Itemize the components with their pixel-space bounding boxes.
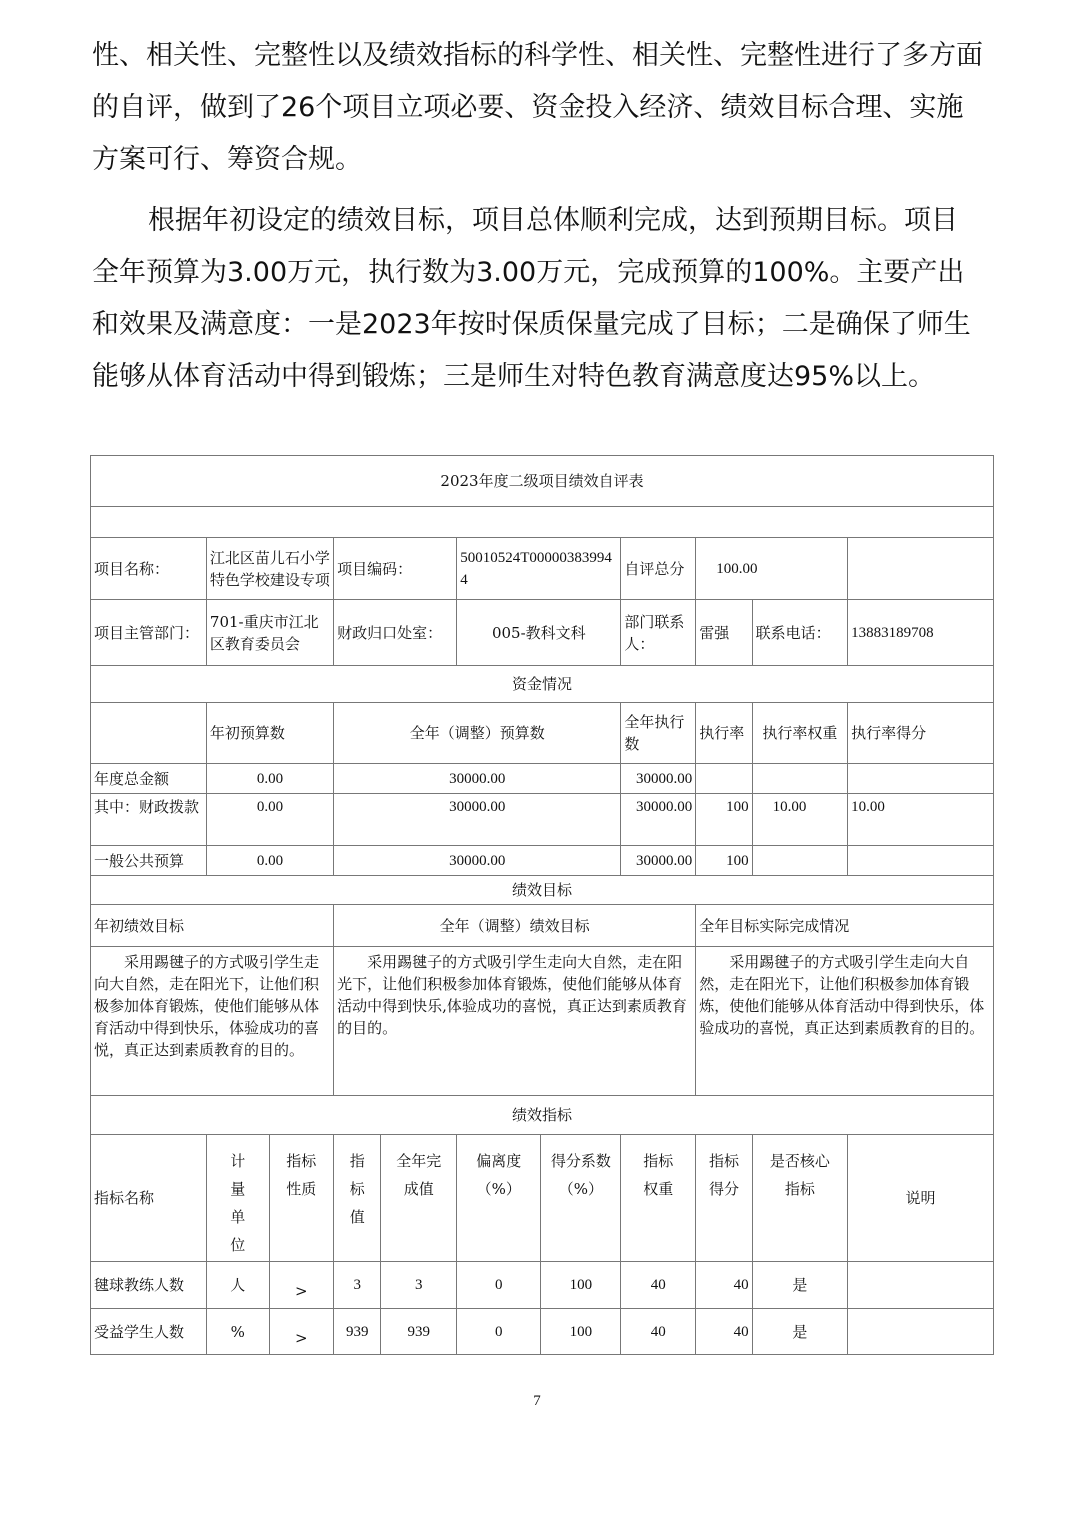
goal-initial-text: 采用踢毽子的方式吸引学生走向大自然，走在阳光下，让他们积极参加体育锻炼，使他们能够从体育活动中得到快乐，体验成功的喜悦，真正达到素质教育的目的。 xyxy=(91,947,334,1096)
project-name-label: 项目名称： xyxy=(91,538,207,600)
fund-adjusted: 30000.00 xyxy=(334,846,621,876)
phone: 13883189708 xyxy=(848,600,994,666)
indicator-header: 指标值 xyxy=(334,1135,381,1262)
indicator-header: 全年完成值 xyxy=(381,1135,457,1262)
fund-initial: 0.00 xyxy=(206,764,333,794)
indicator-nature: > xyxy=(269,1262,334,1309)
indicator-actual: 3 xyxy=(381,1262,457,1309)
indicator-target: 3 xyxy=(334,1262,381,1309)
indicator-target: 939 xyxy=(334,1309,381,1355)
empty-cell xyxy=(848,538,994,600)
fund-executed: 30000.00 xyxy=(621,846,696,876)
project-code: 50010524T000003839944 xyxy=(457,538,621,600)
fund-row-label: 一般公共预算 xyxy=(91,846,207,876)
performance-self-evaluation-table xyxy=(90,455,994,1355)
intro-paragraph-2: 根据年初设定的绩效目标，项目总体顺利完成，达到预期目标。项目全年预算为3.00万元，执行数为3.00万元，完成预算的100%。主要产出和效果及满意度：一是2023年按时保质保量完成了目标；二是确保了师生能够从体育活动中得到锻炼；三是师生对特色教育满意度达95%以上。 xyxy=(92,205,971,392)
fund-initial: 0.00 xyxy=(206,794,333,846)
indicator-section-title: 绩效指标 xyxy=(91,1096,994,1135)
indicator-header: 指标权重 xyxy=(621,1135,696,1262)
fund-row-label: 其中：财政拨款 xyxy=(91,794,207,846)
indicator-deviation: 0 xyxy=(457,1309,541,1355)
indicator-note xyxy=(848,1262,994,1309)
fund-weight xyxy=(752,764,847,794)
fund-header: 执行率 xyxy=(696,703,752,764)
goal-header: 全年目标实际完成情况 xyxy=(696,905,994,947)
fund-score xyxy=(848,846,994,876)
indicator-name: 毽球教练人数 xyxy=(91,1262,207,1309)
fund-rate xyxy=(696,764,752,794)
indicator-header: 指标性质 xyxy=(269,1135,334,1262)
indicator-header: 指标名称 xyxy=(91,1135,207,1262)
fund-weight xyxy=(752,846,847,876)
indicator-weight: 40 xyxy=(621,1262,696,1309)
fund-header-empty xyxy=(91,703,207,764)
fund-weight: 10.00 xyxy=(752,794,847,846)
self-score-label: 自评总分 xyxy=(621,538,696,600)
fund-score xyxy=(848,764,994,794)
self-score: 100.00 xyxy=(696,538,848,600)
blank-row xyxy=(91,507,994,538)
goal-header: 全年（调整）绩效目标 xyxy=(334,905,696,947)
dept-label: 项目主管部门： xyxy=(91,600,207,666)
indicator-nature: > xyxy=(269,1309,334,1355)
goal-actual-text: 采用踢毽子的方式吸引学生走向大自然，走在阳光下，让他们积极参加体育锻炼，使他们能够从体育活动中得到快乐，体验成功的喜悦，真正达到素质教育的目的。 xyxy=(696,947,994,1096)
page-number: 7 xyxy=(533,1393,541,1409)
finance-office-label: 财政归口处室： xyxy=(334,600,457,666)
indicator-header: 说明 xyxy=(848,1135,994,1262)
fund-header: 年初预算数 xyxy=(206,703,333,764)
indicator-unit: 人 xyxy=(206,1262,269,1309)
fund-row-label: 年度总金额 xyxy=(91,764,207,794)
indicator-coef: 100 xyxy=(541,1262,621,1309)
indicator-header: 偏离度（%） xyxy=(457,1135,541,1262)
indicator-score: 40 xyxy=(696,1262,752,1309)
fund-header: 全年执行数 xyxy=(621,703,696,764)
goal-section-title: 绩效目标 xyxy=(91,876,994,905)
indicator-unit: % xyxy=(206,1309,269,1355)
contact: 雷强 xyxy=(696,600,752,666)
indicator-actual: 939 xyxy=(381,1309,457,1355)
indicator-deviation: 0 xyxy=(457,1262,541,1309)
indicator-core: 是 xyxy=(752,1262,847,1309)
dept: 701-重庆市江北区教育委员会 xyxy=(206,600,333,666)
contact-label: 部门联系人： xyxy=(621,600,696,666)
fund-adjusted: 30000.00 xyxy=(334,764,621,794)
indicator-coef: 100 xyxy=(541,1309,621,1355)
table-title: 2023年度二级项目绩效自评表 xyxy=(91,456,994,507)
intro-paragraph-1: 性、相关性、完整性以及绩效指标的科学性、相关性、完整性进行了多方面的自评，做到了26个项目立项必要、资金投入经济、绩效目标合理、实施方案可行、筹资合规。 xyxy=(92,40,983,175)
fund-rate: 100 xyxy=(696,846,752,876)
project-name: 江北区苗儿石小学特色学校建设专项 xyxy=(206,538,333,600)
indicator-weight: 40 xyxy=(621,1309,696,1355)
fund-initial: 0.00 xyxy=(206,846,333,876)
fund-score: 10.00 xyxy=(848,794,994,846)
fund-header: 执行率权重 xyxy=(752,703,847,764)
indicator-header: 得分系数（%） xyxy=(541,1135,621,1262)
finance-office: 005-教科文科 xyxy=(457,600,621,666)
fund-adjusted: 30000.00 xyxy=(334,794,621,846)
indicator-core: 是 xyxy=(752,1309,847,1355)
indicator-note xyxy=(848,1309,994,1355)
goal-adjusted-text: 采用踢毽子的方式吸引学生走向大自然，走在阳光下，让他们积极参加体育锻炼，使他们能够从体育活动中得到快乐,体验成功的喜悦，真正达到素质教育的目的。 xyxy=(334,947,696,1096)
indicator-header: 指标得分 xyxy=(696,1135,752,1262)
indicator-header: 是否核心指标 xyxy=(752,1135,847,1262)
fund-header: 执行率得分 xyxy=(848,703,994,764)
indicator-name: 受益学生人数 xyxy=(91,1309,207,1355)
fund-executed: 30000.00 xyxy=(621,764,696,794)
fund-section-title: 资金情况 xyxy=(91,666,994,703)
phone-label: 联系电话： xyxy=(752,600,847,666)
goal-header: 年初绩效目标 xyxy=(91,905,334,947)
fund-rate: 100 xyxy=(696,794,752,846)
project-code-label: 项目编码： xyxy=(334,538,457,600)
indicator-header: 计量单位 xyxy=(206,1135,269,1262)
fund-header: 全年（调整）预算数 xyxy=(334,703,621,764)
indicator-score: 40 xyxy=(696,1309,752,1355)
fund-executed: 30000.00 xyxy=(621,794,696,846)
